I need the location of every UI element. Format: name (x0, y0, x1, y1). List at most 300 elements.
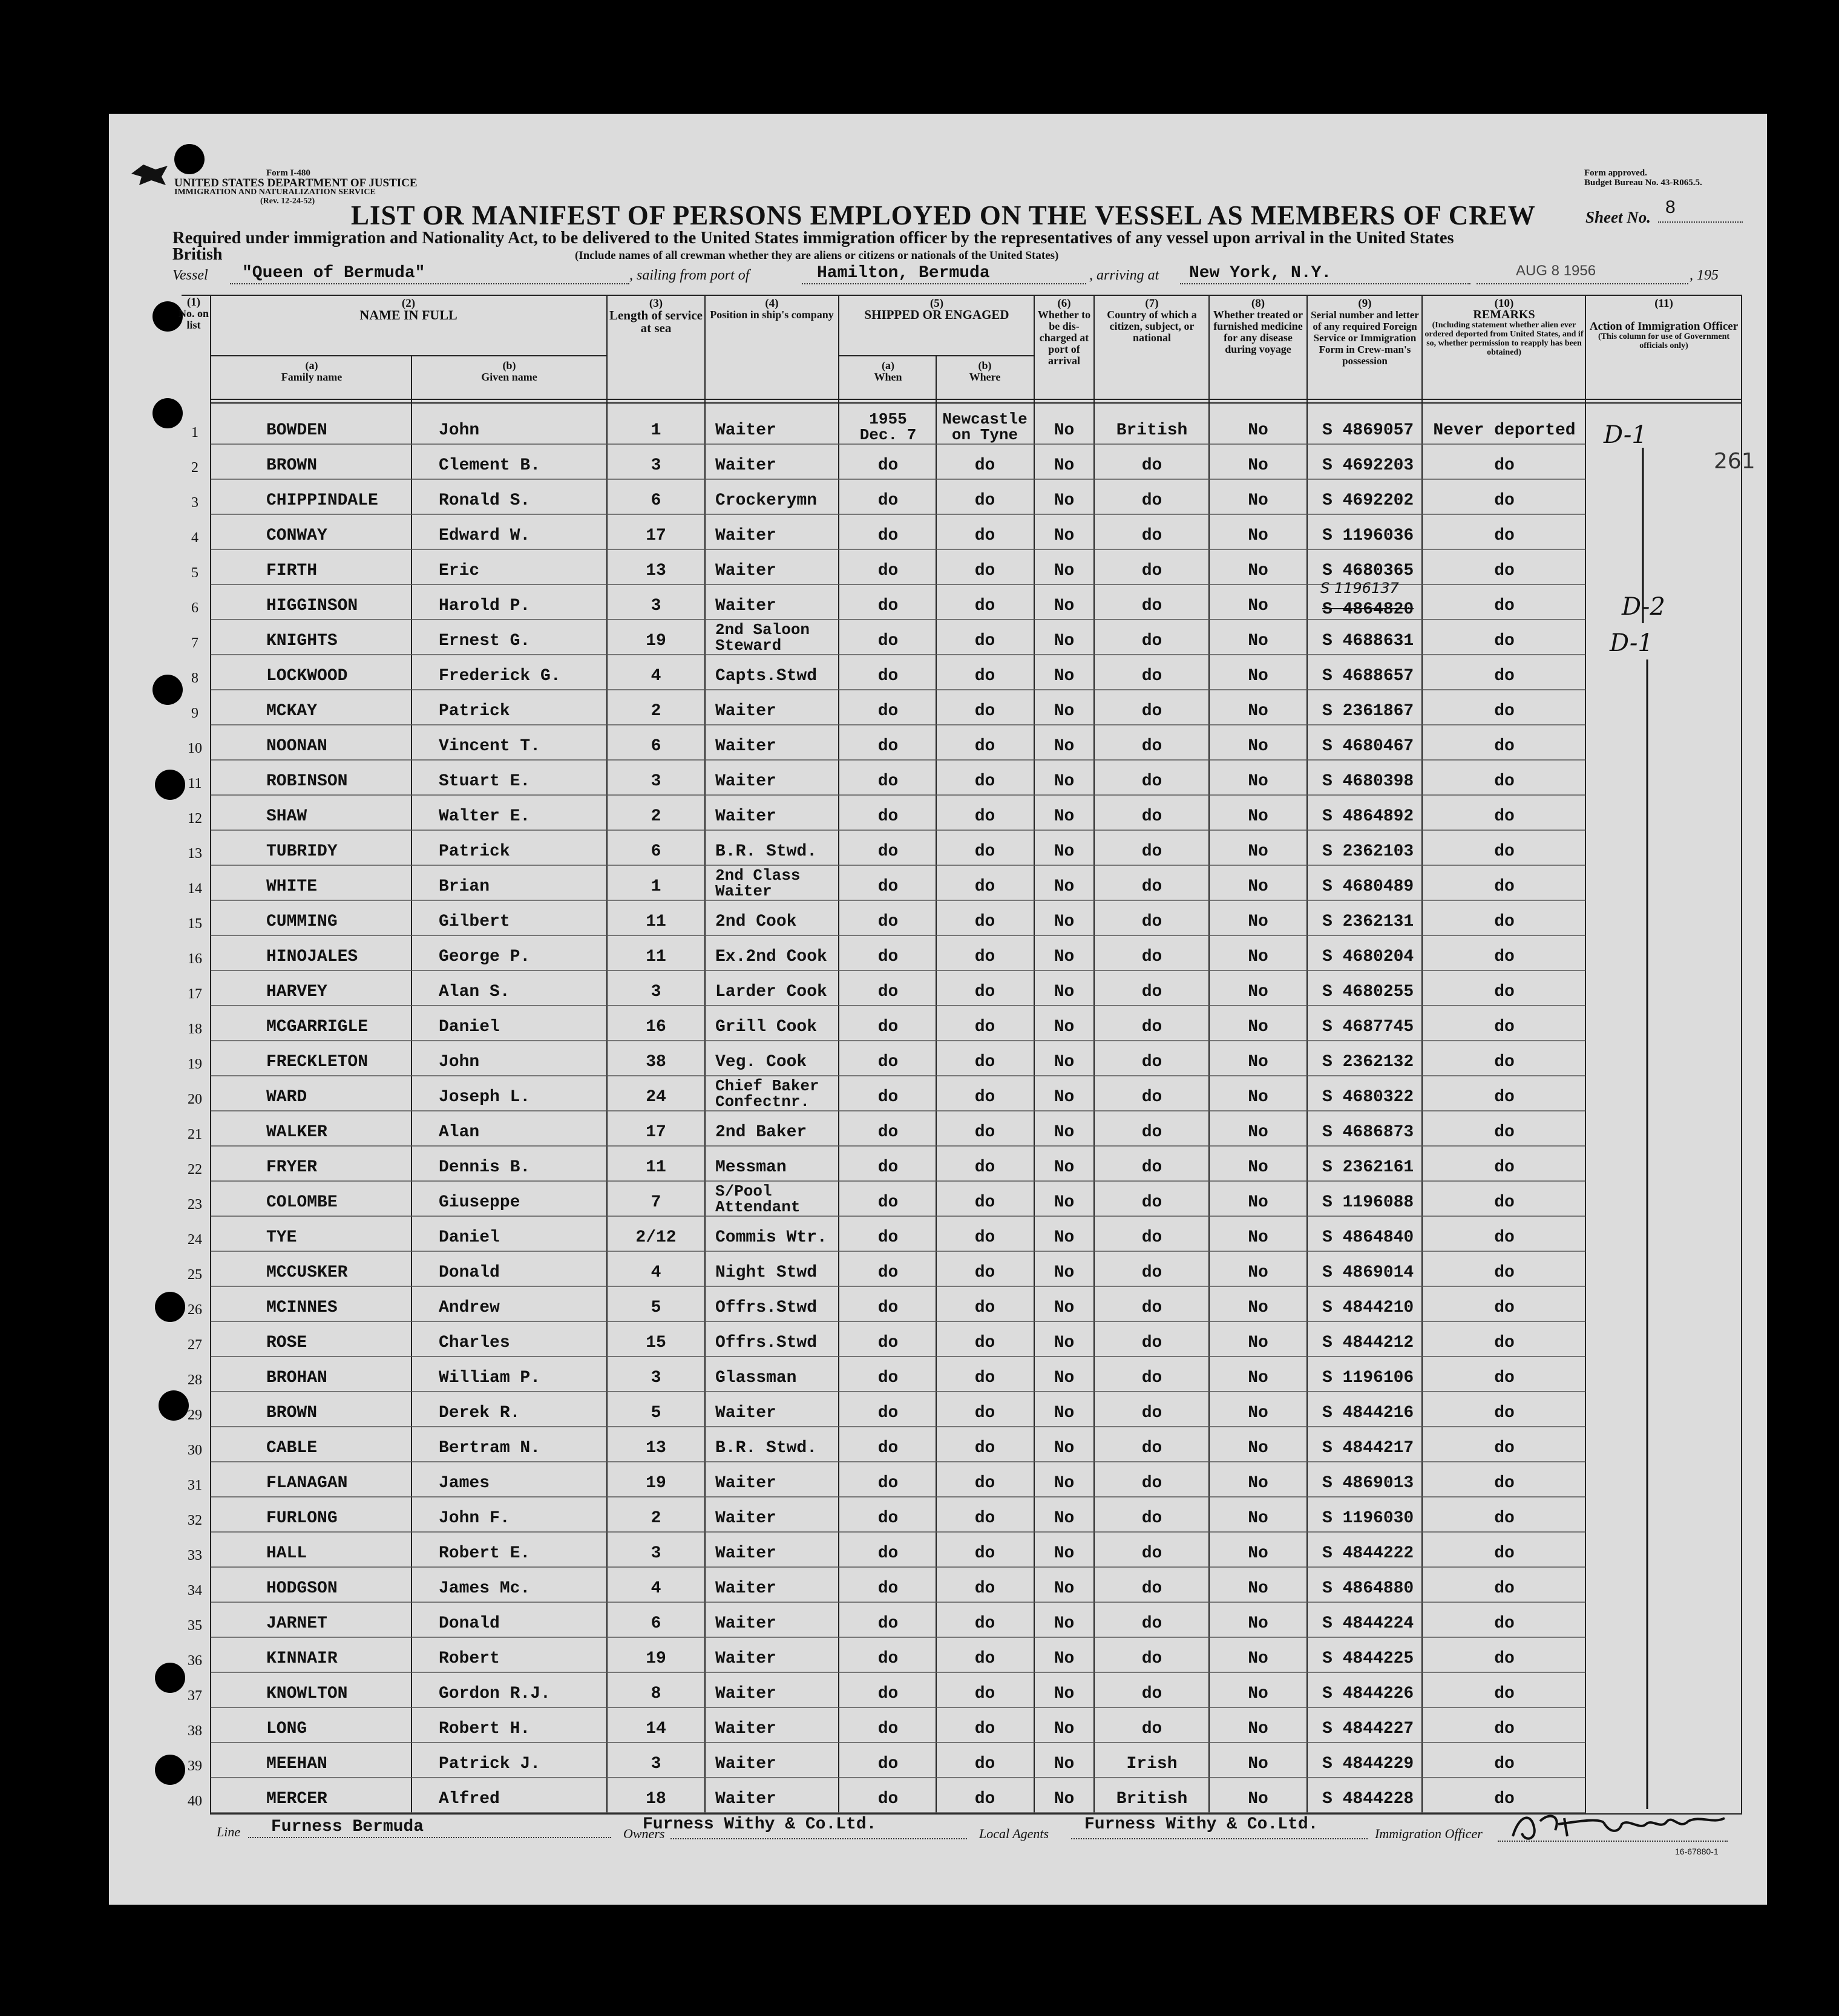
given-name-cell: Daniel (439, 1228, 500, 1247)
length-of-service-cell: 17 (646, 526, 666, 545)
discharged-cell: No (1054, 1614, 1075, 1633)
action-bracket-lines (1598, 424, 1652, 1815)
length-of-service-cell: 13 (646, 1439, 666, 1458)
position-cell: Waiter (715, 1755, 776, 1773)
country-cell: do (1141, 1123, 1162, 1142)
col7-header: (7) Country of which a citizen, subject, or national (1107, 297, 1197, 344)
shipped-when-cell: do (877, 1298, 899, 1317)
country-cell: do (1141, 807, 1162, 826)
country-cell: do (1141, 491, 1162, 510)
family-name-cell: FIRTH (266, 561, 318, 580)
serial-number-cell: S 4680489 (1322, 877, 1414, 896)
given-name-cell: John (439, 421, 480, 440)
country-cell: do (1141, 1649, 1162, 1668)
position-cell: Waiter (715, 1720, 776, 1738)
length-of-service-cell: 19 (646, 632, 666, 650)
discharged-cell: No (1054, 1684, 1075, 1703)
discharged-cell: No (1054, 1790, 1075, 1808)
discharged-cell: No (1054, 912, 1075, 931)
treated-cell: No (1248, 597, 1268, 615)
shipped-when-cell: do (877, 1720, 899, 1738)
given-name-cell: John (439, 1053, 480, 1072)
officer-signature (1507, 1809, 1737, 1845)
print-code: 16-67880-1 (1675, 1847, 1719, 1856)
shipped-when-cell: do (877, 1474, 899, 1493)
shipped-when-cell: do (877, 877, 899, 896)
given-name-cell: James (439, 1474, 490, 1493)
row-number-cell: 27 (188, 1337, 202, 1353)
position-cell: Waiter (715, 597, 776, 615)
length-of-service-cell: 4 (651, 1263, 661, 1282)
treated-cell: No (1248, 1263, 1268, 1282)
serial-number-cell: S 4844222 (1322, 1544, 1414, 1563)
given-name-cell: Alan S. (439, 983, 510, 1001)
row-number-cell: 5 (191, 565, 198, 581)
treated-cell: No (1248, 947, 1268, 966)
serial-number-cell: S 1196088 (1322, 1193, 1414, 1212)
serial-number-cell: S 4844226 (1322, 1684, 1414, 1703)
department-name: UNITED STATES DEPARTMENT OF JUSTICE (174, 177, 418, 189)
given-name-cell: Donald (439, 1263, 500, 1282)
given-name-cell: Vincent T. (439, 737, 541, 756)
serial-number-cell: S 1196106 (1322, 1369, 1414, 1387)
treated-cell: No (1248, 1334, 1268, 1352)
remarks-cell: do (1494, 597, 1515, 615)
country-cell: do (1141, 526, 1162, 545)
country-cell: do (1141, 1088, 1162, 1107)
serial-number-cell: S 4680322 (1322, 1088, 1414, 1107)
length-of-service-cell: 6 (651, 1614, 661, 1633)
serial-number-cell: S 4844228 (1322, 1790, 1414, 1808)
shipped-where-cell: do (974, 491, 995, 510)
discharged-cell: No (1054, 877, 1075, 896)
position-cell: 2nd Baker (715, 1123, 807, 1142)
shipped-when-cell: do (877, 912, 899, 931)
row-number-cell: 33 (188, 1548, 202, 1563)
action-annotation-row7: D-1 (1610, 629, 1653, 657)
discharged-cell: No (1054, 1509, 1075, 1528)
position-cell: Waiter (715, 1614, 776, 1633)
row-number-cell: 23 (188, 1197, 202, 1213)
position-cell: Glassman (715, 1369, 797, 1387)
length-of-service-cell: 3 (651, 1544, 661, 1563)
row-number-cell: 9 (191, 705, 198, 721)
country-cell: do (1141, 1404, 1162, 1422)
length-of-service-cell: 6 (651, 737, 661, 756)
shipped-where-cell: do (974, 1123, 995, 1142)
shipped-where-cell: do (974, 1790, 995, 1808)
given-name-cell: Patrick (439, 702, 510, 721)
discharged-cell: No (1054, 1649, 1075, 1668)
shipped-where-cell: do (974, 1369, 995, 1387)
action-annotation-row6: D-2 (1622, 593, 1665, 621)
length-of-service-cell: 2 (651, 1509, 661, 1528)
discharged-cell: No (1054, 667, 1075, 686)
col11-header: (11) Action of Immigration Officer (This column for use of Government officials only) (1589, 297, 1739, 350)
row-number-cell: 10 (188, 741, 202, 756)
shipped-where-cell: do (974, 1755, 995, 1773)
shipped-when-cell: do (877, 632, 899, 650)
discharged-cell: No (1054, 842, 1075, 861)
line-label: Line (217, 1824, 241, 1839)
shipped-where-cell: do (974, 1439, 995, 1458)
treated-cell: No (1248, 1790, 1268, 1808)
given-name-cell: Brian (439, 877, 490, 896)
given-name-cell: George P. (439, 947, 531, 966)
shipped-when-cell: do (877, 456, 899, 475)
discharged-cell: No (1054, 526, 1075, 545)
shipped-when-cell: do (877, 702, 899, 721)
given-name-cell: Robert E. (439, 1544, 531, 1563)
shipped-where-cell: do (974, 1474, 995, 1493)
given-name-cell: Stuart E. (439, 772, 531, 791)
agents-name: Furness Withy & Co.Ltd. (1084, 1815, 1319, 1834)
shipped-where-cell: do (974, 1544, 995, 1563)
shipped-where-cell: do (974, 1649, 995, 1668)
length-of-service-cell: 6 (651, 842, 661, 861)
shipped-when-cell: 1955 Dec. 7 (859, 410, 917, 444)
country-cell: do (1141, 632, 1162, 650)
family-name-cell: MEEHAN (266, 1755, 327, 1773)
length-of-service-cell: 4 (651, 1579, 661, 1598)
country-cell: do (1141, 1369, 1162, 1387)
country-cell: do (1141, 1053, 1162, 1072)
given-name-cell: Donald (439, 1614, 500, 1633)
treated-cell: No (1248, 667, 1268, 686)
country-cell: British (1116, 421, 1188, 440)
remarks-cell: do (1494, 1509, 1515, 1528)
shipped-when-cell: do (877, 1649, 899, 1668)
treated-cell: No (1248, 632, 1268, 650)
serial-number-cell: S 4844224 (1322, 1614, 1414, 1633)
given-name-cell: Giuseppe (439, 1193, 520, 1212)
length-of-service-cell: 15 (646, 1334, 666, 1352)
family-name-cell: CUMMING (266, 912, 338, 931)
row-number-cell: 39 (188, 1758, 202, 1774)
serial-number-cell: S 4864892 (1322, 807, 1414, 826)
length-of-service-cell: 8 (651, 1684, 661, 1703)
shipped-where-cell: do (974, 983, 995, 1001)
position-cell: Waiter (715, 1579, 776, 1598)
serial-number-cell: S 2361867 (1322, 702, 1414, 721)
country-cell: do (1141, 772, 1162, 791)
treated-cell: No (1248, 737, 1268, 756)
serial-number-cell: S 4680365 (1322, 561, 1414, 580)
length-of-service-cell: 3 (651, 456, 661, 475)
family-name-cell: TYE (266, 1228, 297, 1247)
shipped-where-cell: do (974, 842, 995, 861)
position-cell: Waiter (715, 526, 776, 545)
position-cell: 2nd Saloon Steward (715, 621, 810, 655)
row-number-cell: 36 (188, 1653, 202, 1669)
family-name-cell: HODGSON (266, 1579, 338, 1598)
discharged-cell: No (1054, 1053, 1075, 1072)
shipped-where-cell: do (974, 1509, 995, 1528)
remarks-cell: do (1494, 1053, 1515, 1072)
discharged-cell: No (1054, 1369, 1075, 1387)
serial-number-cell: S 2362103 (1322, 842, 1414, 861)
length-of-service-cell: 11 (646, 947, 666, 966)
remarks-cell: do (1494, 983, 1515, 1001)
remarks-cell: do (1494, 1334, 1515, 1352)
family-name-cell: MCCUSKER (266, 1263, 348, 1282)
discharged-cell: No (1054, 1123, 1075, 1142)
family-name-cell: CONWAY (266, 526, 327, 545)
treated-cell: No (1248, 772, 1268, 791)
given-name-cell: Walter E. (439, 807, 531, 826)
serial-number-cell: S 4686873 (1322, 1123, 1414, 1142)
length-of-service-cell: 18 (646, 1790, 666, 1808)
given-name-cell: Alfred (439, 1790, 500, 1808)
shipped-when-cell: do (877, 1790, 899, 1808)
agents-underline (1071, 1838, 1368, 1839)
length-of-service-cell: 2 (651, 807, 661, 826)
given-name-cell: Gordon R.J. (439, 1684, 551, 1703)
shipped-where-cell: Newcastle on Tyne (942, 410, 1028, 444)
treated-cell: No (1248, 1544, 1268, 1563)
shipped-when-cell: do (877, 597, 899, 615)
serial-number-cell: S 4844217 (1322, 1439, 1414, 1458)
country-cell: do (1141, 877, 1162, 896)
row-number-cell: 38 (188, 1723, 202, 1739)
row-number-cell: 32 (188, 1513, 202, 1528)
shipped-when-cell: do (877, 1158, 899, 1177)
family-name-cell: FLANAGAN (266, 1474, 348, 1493)
discharged-cell: No (1054, 597, 1075, 615)
row-number-cell: 29 (188, 1407, 202, 1423)
position-cell: Larder Cook (715, 983, 827, 1001)
row-number-cell: 28 (188, 1372, 202, 1388)
country-cell: do (1141, 1439, 1162, 1458)
length-of-service-cell: 1 (651, 877, 661, 896)
vessel-label: Vessel (172, 267, 208, 283)
shipped-where-cell: do (974, 1579, 995, 1598)
treated-cell: No (1248, 842, 1268, 861)
shipped-where-cell: do (974, 632, 995, 650)
given-name-cell: Joseph L. (439, 1088, 531, 1107)
serial-number-cell: S 4869057 (1322, 421, 1414, 440)
country-cell: do (1141, 1614, 1162, 1633)
row-number-cell: 31 (188, 1478, 202, 1493)
remarks-cell: do (1494, 947, 1515, 966)
given-name-cell: Gilbert (439, 912, 510, 931)
treated-cell: No (1248, 1193, 1268, 1212)
family-name-cell: HIGGINSON (266, 597, 358, 615)
remarks-cell: do (1494, 737, 1515, 756)
include-statement: (Include names of all crewman whether they are aliens or citizens or nationals of the United States) (575, 249, 1059, 262)
treated-cell: No (1248, 1720, 1268, 1738)
length-of-service-cell: 24 (646, 1088, 666, 1107)
owners-underline (670, 1838, 967, 1839)
col2b-header: (b) Given name (481, 359, 537, 383)
shipped-when-cell: do (877, 1334, 899, 1352)
given-name-cell: James Mc. (439, 1579, 531, 1598)
remarks-cell: do (1494, 1369, 1515, 1387)
row-number-cell: 37 (188, 1688, 202, 1704)
discharged-cell: No (1054, 1439, 1075, 1458)
page-title: LIST OR MANIFEST OF PERSONS EMPLOYED ON THE VESSEL AS MEMBERS OF CREW (351, 200, 1536, 231)
row-number-cell: 4 (191, 530, 198, 546)
shipped-where-cell: do (974, 1053, 995, 1072)
length-of-service-cell: 2/12 (635, 1228, 677, 1247)
shipped-where-cell: do (974, 1404, 995, 1422)
family-name-cell: MCKAY (266, 702, 318, 721)
shipped-when-cell: do (877, 1544, 899, 1563)
shipped-when-cell: do (877, 1404, 899, 1422)
row-number-cell: 40 (188, 1793, 202, 1809)
row-number-cell: 35 (188, 1618, 202, 1634)
nationality-written: British (172, 245, 223, 264)
row-number-cell: 19 (188, 1056, 202, 1072)
country-cell: do (1141, 983, 1162, 1001)
discharged-cell: No (1054, 456, 1075, 475)
family-name-cell: BROHAN (266, 1369, 327, 1387)
family-name-cell: KNIGHTS (266, 632, 338, 650)
serial-number-cell: S 4844216 (1322, 1404, 1414, 1422)
remarks-cell: do (1494, 1088, 1515, 1107)
discharged-cell: No (1054, 1263, 1075, 1282)
serial-number-cell: S 2362132 (1322, 1053, 1414, 1072)
serial-number-cell: S 4844227 (1322, 1720, 1414, 1738)
family-name-cell: LONG (266, 1720, 307, 1738)
country-cell: do (1141, 1158, 1162, 1177)
sheet-number: 8 (1665, 197, 1676, 217)
position-cell: Waiter (715, 1684, 776, 1703)
given-name-cell: Dennis B. (439, 1158, 531, 1177)
shipped-where-cell: do (974, 526, 995, 545)
serial-number-cell: S 4844212 (1322, 1334, 1414, 1352)
discharged-cell: No (1054, 1228, 1075, 1247)
country-cell: do (1141, 737, 1162, 756)
discharged-cell: No (1054, 947, 1075, 966)
given-name-cell: Harold P. (439, 597, 531, 615)
row-number-cell: 2 (191, 460, 198, 476)
treated-cell: No (1248, 1123, 1268, 1142)
remarks-cell: do (1494, 1263, 1515, 1282)
agents-label: Local Agents (979, 1826, 1049, 1841)
position-cell: Waiter (715, 421, 776, 440)
position-cell: Crockerymn (715, 491, 818, 510)
remarks-cell: Never deported (1433, 421, 1576, 440)
length-of-service-cell: 3 (651, 597, 661, 615)
shipped-when-cell: do (877, 1509, 899, 1528)
row-number-cell: 16 (188, 951, 202, 967)
remarks-cell: do (1494, 561, 1515, 580)
discharged-cell: No (1054, 1474, 1075, 1493)
position-cell: B.R. Stwd. (715, 1439, 818, 1458)
officer-label: Immigration Officer (1375, 1826, 1483, 1841)
discharged-cell: No (1054, 1755, 1075, 1773)
row-number-cell: 12 (188, 811, 202, 826)
family-name-cell: MERCER (266, 1790, 327, 1808)
discharged-cell: No (1054, 983, 1075, 1001)
discharged-cell: No (1054, 702, 1075, 721)
col5a-header: (a) When (874, 359, 902, 383)
discharged-cell: No (1054, 1334, 1075, 1352)
discharged-cell: No (1054, 1193, 1075, 1212)
shipped-where-cell: do (974, 1193, 995, 1212)
length-of-service-cell: 3 (651, 983, 661, 1001)
country-cell: do (1141, 1263, 1162, 1282)
given-name-cell: Eric (439, 561, 480, 580)
treated-cell: No (1248, 807, 1268, 826)
length-of-service-cell: 14 (646, 1720, 666, 1738)
shipped-where-cell: do (974, 772, 995, 791)
length-of-service-cell: 5 (651, 1404, 661, 1422)
given-name-cell: Edward W. (439, 526, 531, 545)
length-of-service-cell: 3 (651, 772, 661, 791)
family-name-cell: FRECKLETON (266, 1053, 369, 1072)
family-name-cell: WHITE (266, 877, 318, 896)
position-cell: Waiter (715, 702, 776, 721)
position-cell: Waiter (715, 1649, 776, 1668)
country-cell: do (1141, 456, 1162, 475)
position-cell: 2nd Cook (715, 912, 797, 931)
length-of-service-cell: 3 (651, 1755, 661, 1773)
arriving-at: New York, N.Y. (1189, 264, 1332, 283)
country-cell: do (1141, 597, 1162, 615)
row-number-cell: 14 (188, 881, 202, 897)
serial-number-cell: S 4692203 (1322, 456, 1414, 475)
row-number-cell: 15 (188, 916, 202, 932)
row-number-cell: 13 (188, 846, 202, 862)
treated-cell: No (1248, 912, 1268, 931)
shipped-when-cell: do (877, 491, 899, 510)
serial-number-cell: S 4864880 (1322, 1579, 1414, 1598)
shipped-when-cell: do (877, 526, 899, 545)
treated-cell: No (1248, 1439, 1268, 1458)
serial-number-cell: S 4864820 (1322, 600, 1414, 619)
shipped-where-cell: do (974, 456, 995, 475)
family-name-cell: NOONAN (266, 737, 327, 756)
position-cell: Waiter (715, 1474, 776, 1493)
line-underline (248, 1837, 611, 1838)
serial-number-cell: S 4844225 (1322, 1649, 1414, 1668)
family-name-cell: KNOWLTON (266, 1684, 348, 1703)
col4-header: (4) Position in ship's company (710, 297, 834, 321)
serial-number-cell: S 2362161 (1322, 1158, 1414, 1177)
treated-cell: No (1248, 1579, 1268, 1598)
position-cell: Commis Wtr. (715, 1228, 827, 1247)
country-cell: do (1141, 1684, 1162, 1703)
length-of-service-cell: 5 (651, 1298, 661, 1317)
treated-cell: No (1248, 1053, 1268, 1072)
row-number-cell: 6 (191, 600, 198, 616)
serial-number-cell: S 4692202 (1322, 491, 1414, 510)
col2a-header: (a) Family name (281, 359, 343, 383)
shipped-when-cell: do (877, 561, 899, 580)
position-cell: Waiter (715, 807, 776, 826)
given-name-cell: Clement B. (439, 456, 541, 475)
country-cell: do (1141, 842, 1162, 861)
length-of-service-cell: 11 (646, 912, 666, 931)
given-name-cell: Charles (439, 1334, 510, 1352)
serial-number-cell: S 4869013 (1322, 1474, 1414, 1493)
serial-number-cell: S 4680467 (1322, 737, 1414, 756)
remarks-cell: do (1494, 1649, 1515, 1668)
row-number-cell: 34 (188, 1583, 202, 1599)
discharged-cell: No (1054, 1720, 1075, 1738)
shipped-where-cell: do (974, 947, 995, 966)
remarks-cell: do (1494, 1684, 1515, 1703)
family-name-cell: CHIPPINDALE (266, 491, 378, 510)
col8-header: (8) Whether treated or furnished medicine for any disease during voyage (1213, 297, 1303, 355)
country-cell: do (1141, 1298, 1162, 1317)
position-cell: Offrs.Stwd (715, 1334, 818, 1352)
family-name-cell: BROWN (266, 1404, 318, 1422)
treated-cell: No (1248, 491, 1268, 510)
family-name-cell: BROWN (266, 456, 318, 475)
